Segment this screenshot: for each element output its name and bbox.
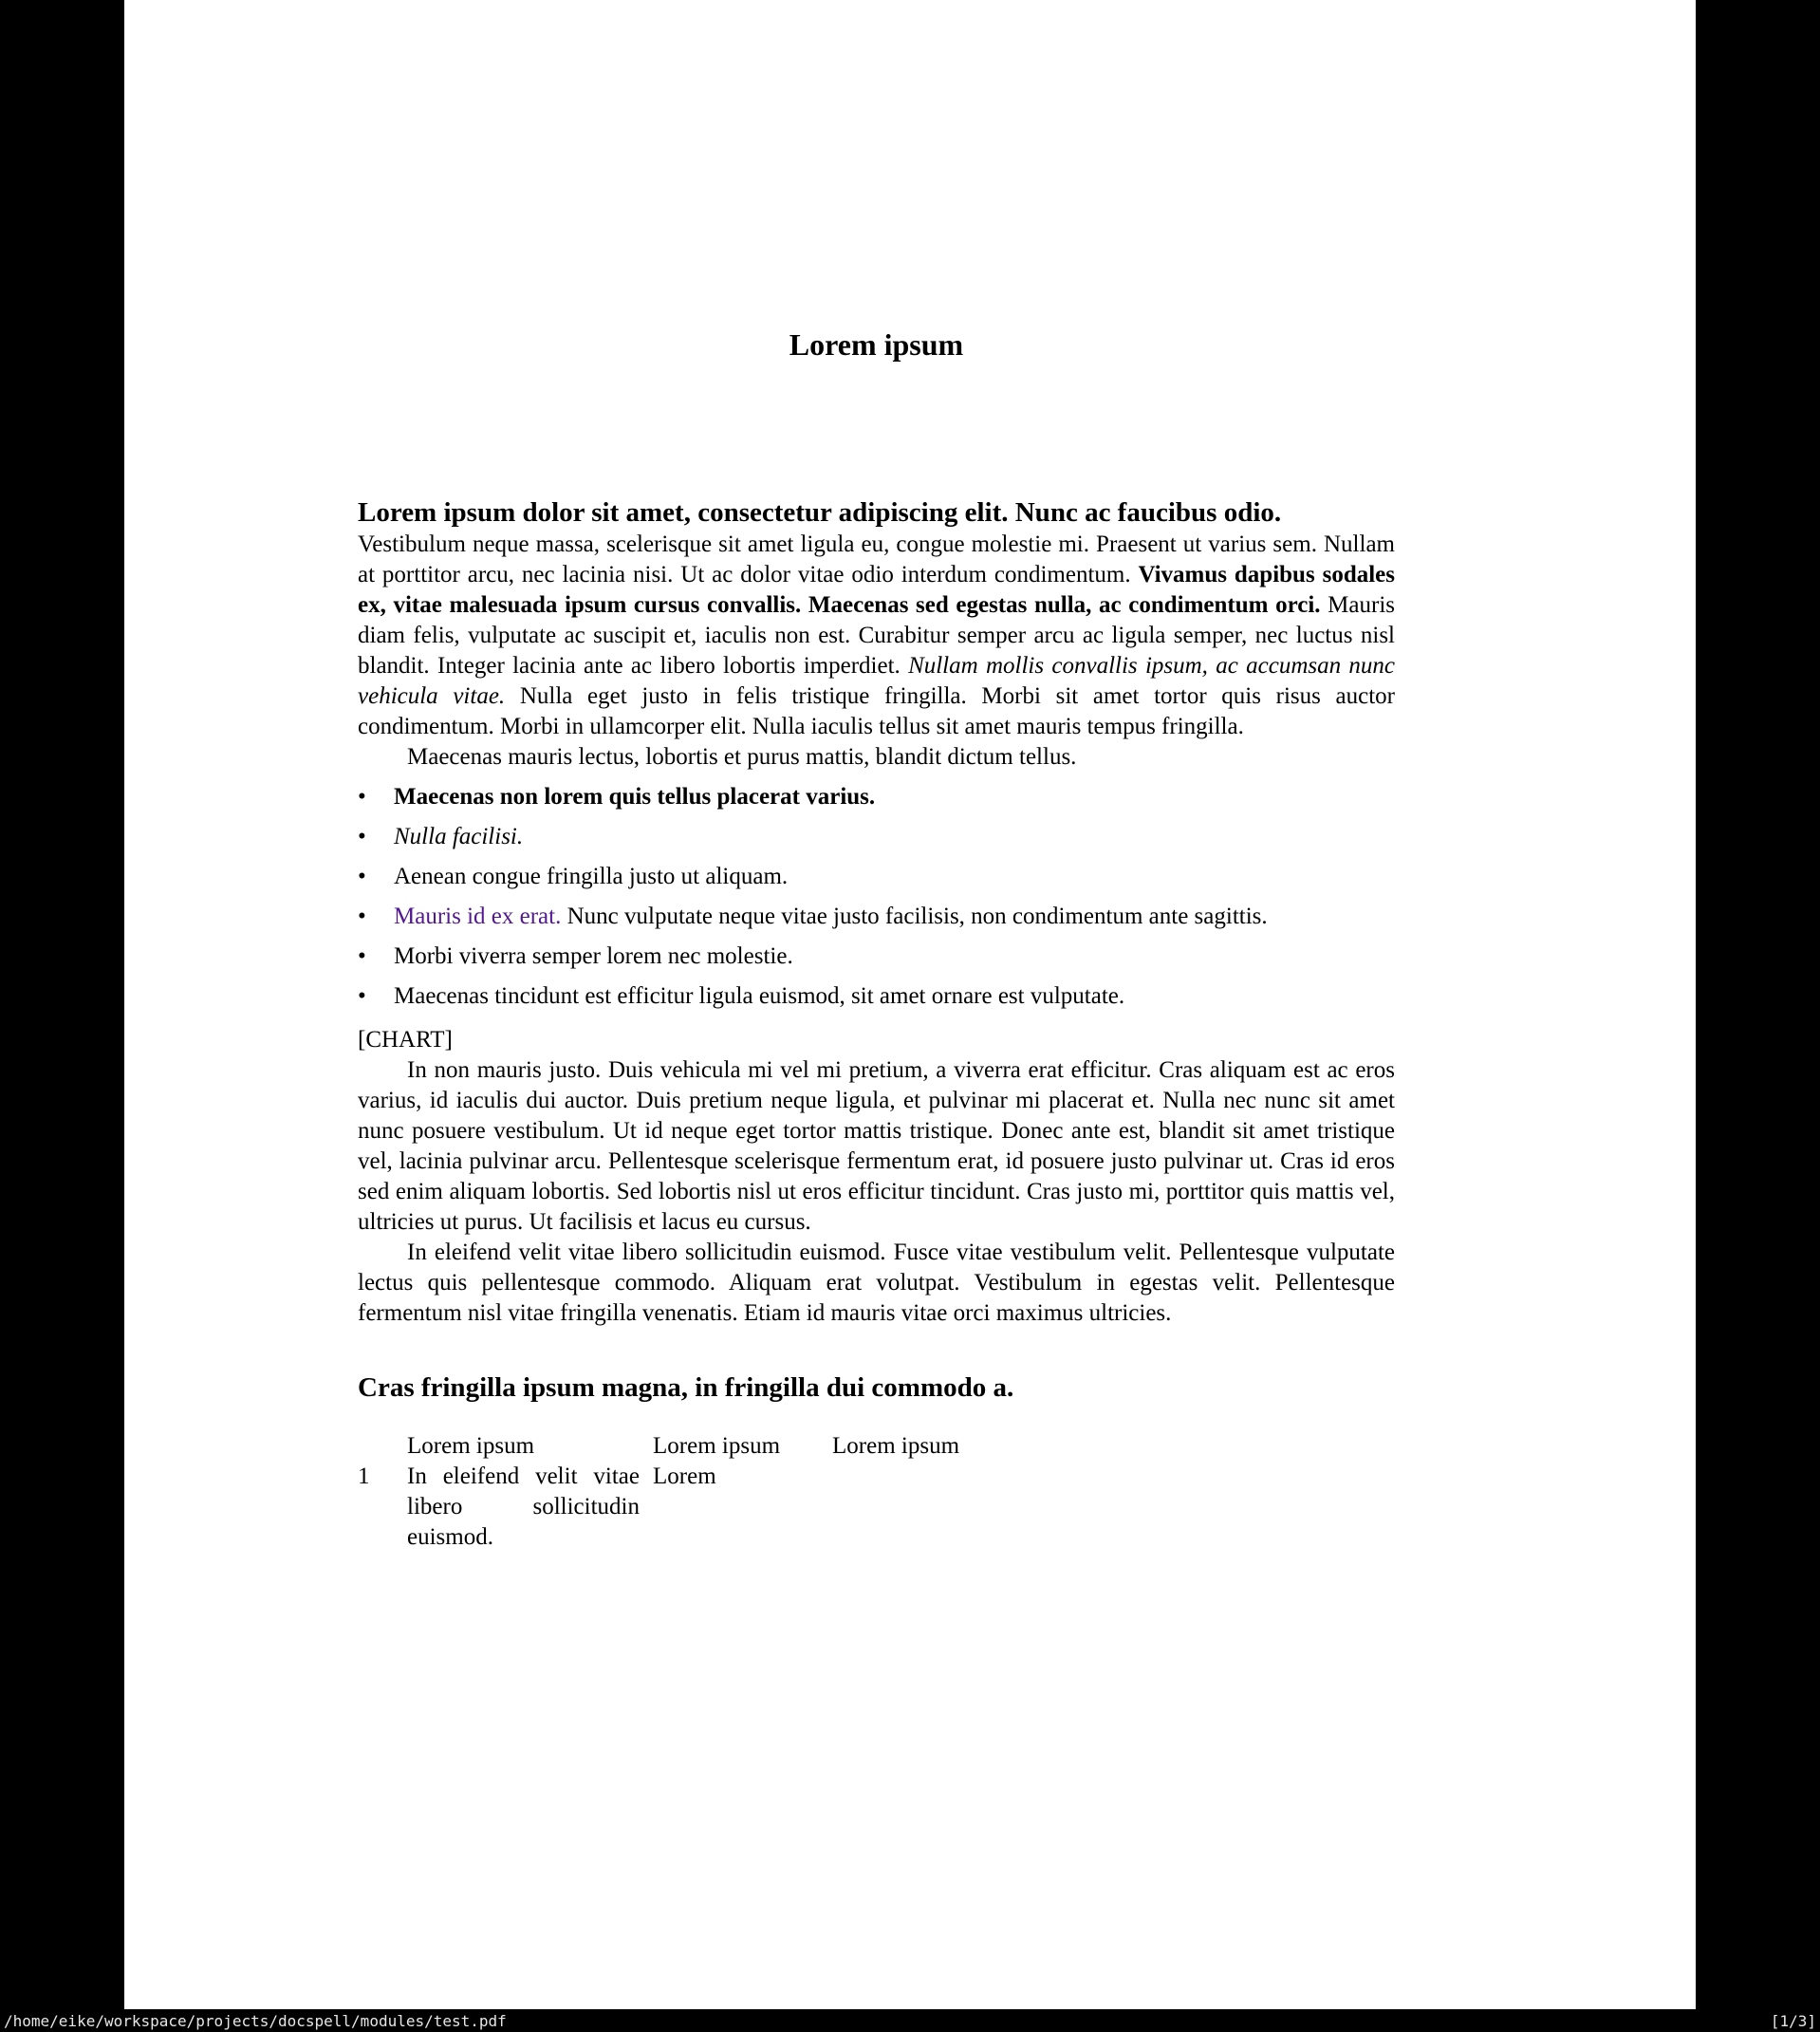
paragraph-3: In non mauris justo. Duis vehicula mi vel mi pretium, a viverra erat efficitur. Cras aliquam est ac eros varius, id iaculis dui auctor. Duis pretium neque ligula, et pulvinar mi placerat et. Nulla nec nunc sit amet nunc posuere vestibulum. Ut id neque eget tortor mattis tristique. Donec ante est, blandit sit amet tristique vel, lacinia pulvinar arcu. Pellentesque scelerisque fermentum erat, id posuere justo pulvinar ut. Cras id eros sed enim aliquam lobortis. Sed lobortis nisl ut eros efficitur tincidunt. Cras justo mi, porttitor quis mattis vel, ultricies ut purus. Ut facilisis et lacus eu cursus. [358,1057,1395,1235]
chart-placeholder: [CHART] [358,1027,453,1053]
paragraph-4: In eleifend velit vitae libero sollicitudin euismod. Fusce vitae vestibulum velit. Pellentesque vulputate lectus quis pellentesque commodo. Aliquam erat volutpat. Vestibulum in egestas velit. Pellentesque fermentum nisl vitae fringilla venenatis. Etiam id mauris vitae orci maximus ultricies. [358,1240,1395,1326]
bullet-icon: • [358,904,366,929]
list-item [358,941,1395,972]
list-item [358,981,1395,1012]
list-item-text: Aenean congue fringilla justo ut aliquam. [394,864,789,889]
pdf-page [124,0,1696,2009]
table-cell: Lorem [653,1463,716,1489]
statusbar-page-indicator: [1/3] [1770,2011,1816,2030]
statusbar-file-path: /home/eike/workspace/projects/docspell/modules/test.pdf [4,2011,507,2030]
table-header-cell [358,1431,407,1462]
list-item-text: Nulla facilisi. [394,824,524,849]
list-item [358,822,1395,852]
paragraph-1-text: Vestibulum neque massa, scelerisque sit amet ligula eu, congue molestie mi. Praesent ut varius sem. Nullam at porttitor arcu, nec lacinia nisi. Ut ac dolor vitae odio interdum condimentum. [358,531,1395,587]
paragraph-1 [358,530,1395,742]
table-cell: In eleifend velit vitae libero sollicitudin euismod. [407,1463,640,1550]
bullet-icon: • [358,864,366,889]
list-item-text: Morbi viverra semper lorem nec molestie. [394,943,793,969]
bullet-icon: • [358,824,366,849]
document-title: Lorem ipsum [789,327,964,362]
bullet-icon: • [358,983,366,1009]
list-item [358,782,1395,812]
pdf-link[interactable]: Mauris id ex erat. [394,904,562,929]
section-heading-2: Cras fringilla ipsum magna, in fringilla dui commodo a. [358,1372,1014,1403]
list-item-text [394,902,1268,932]
paragraph-1-text: Nulla eget justo in felis tristique fringilla. Morbi sit amet tortor quis risus auctor condimentum. Morbi in ullamcorper elit. Nulla iaculis tellus sit amet mauris tempus fringilla. [358,683,1395,739]
table-header-cell: Lorem ipsum [832,1433,960,1459]
list-item-text: Maecenas non lorem quis tellus placerat varius. [394,784,876,810]
bullet-list [358,782,1395,1012]
table-header-cell: Lorem ipsum [653,1433,781,1459]
paragraph-1-bold: Vivamus dapibus sodales ex, vitae malesuada ipsum cursus convallis. Maecenas sed egestas nulla, ac condimentum orci. [358,562,1395,618]
paragraph-1-text: Mauris diam felis, vulputate ac suscipit et, iaculis non est. Curabitur semper arcu ac ligula semper, nec luctus nisl blandit. Integer lacinia ante ac libero lobortis imperdiet. [358,592,1395,679]
section-heading-1: Lorem ipsum dolor sit amet, consectetur adipiscing elit. Nunc ac faucibus odio. [358,497,1282,528]
bullet-icon: • [358,943,366,969]
document-table [358,1431,1395,1553]
list-item-text: Nunc vulputate neque vitae justo facilisis, non condimentum ante sagittis. [561,904,1268,929]
list-item [358,902,1395,932]
bullet-icon: • [358,784,366,810]
table-header-cell: Lorem ipsum [407,1433,535,1459]
table-cell [832,1462,1395,1553]
list-item [358,862,1395,892]
list-item-text: Maecenas tincidunt est efficitur ligula euismod, sit amet ornare est vulputate. [394,983,1125,1009]
paragraph-2: Maecenas mauris lectus, lobortis et purus mattis, blandit dictum tellus. [407,744,1077,770]
statusbar [0,2009,1820,2032]
table-row-number: 1 [358,1463,370,1489]
paragraph-1-italic: Nullam mollis convallis ipsum, ac accumsan nunc vehicula vitae. [358,653,1395,709]
